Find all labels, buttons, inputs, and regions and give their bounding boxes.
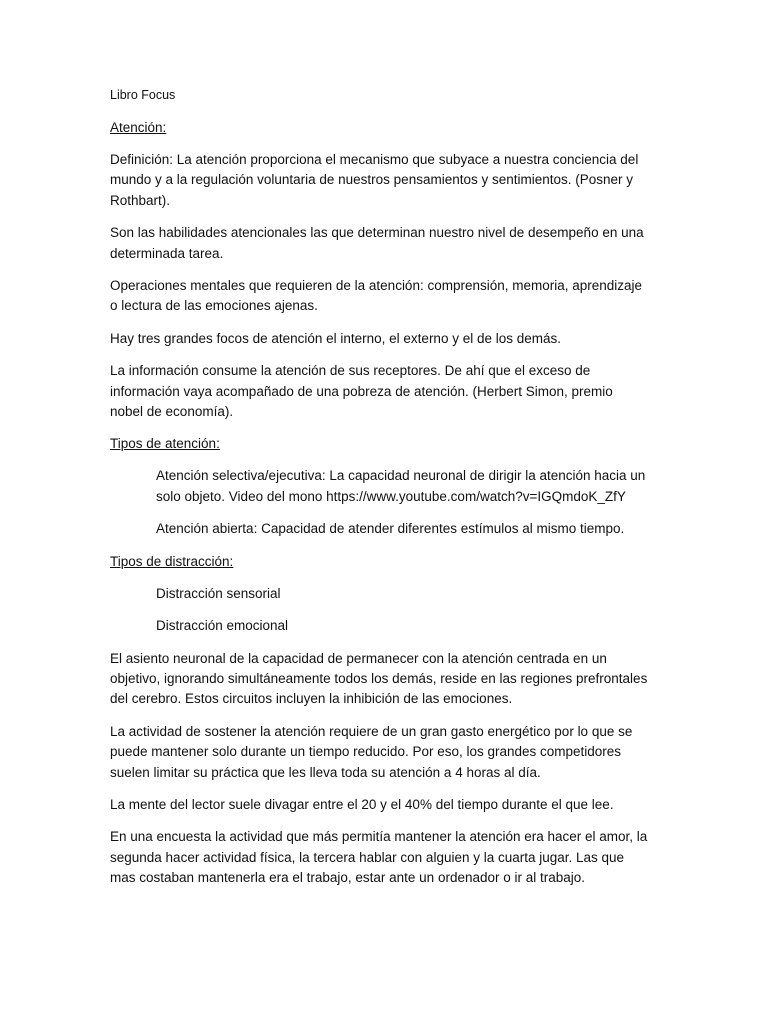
document-title: Libro Focus (110, 88, 176, 102)
section-heading-attention-types: Tipos de atención: (110, 436, 220, 452)
paragraph-skills: Son las habilidades atencionales las que determinan nuestro nivel de desempeño en una determinada tarea. (110, 225, 644, 261)
paragraph-focuses: Hay tres grandes focos de atención el interno, el externo y el de los demás. (110, 330, 562, 346)
paragraph-definition: Definición: La atención proporciona el mecanismo que subyace a nuestra conciencia del mundo y a la regulación voluntaria de nuestros pensamientos y sentimientos. (Posner y Rothbart). (110, 152, 639, 208)
paragraph-information: La información consume la atención de sus receptores. De ahí que el exceso de información vaya acompañado de una pobreza de atención. (Herbert Simon, premio nobel de economía). (110, 363, 613, 420)
list-item-selective-attention: Atención selectiva/ejecutiva: La capacidad neuronal de dirigir la atención hacia un solo objeto. Video del mono https://www.youtube.com/watch?v=IGQmdoK_ZfY (156, 468, 646, 504)
paragraph-neural-seat: El asiento neuronal de la capacidad de permanecer con la atención centrada en un objetivo, ignorando simultáneamente todos los demás, reside en las regiones prefrontales del cerebro. Estos circuitos incluyen la inhibición de las emociones. (110, 650, 648, 707)
paragraph-mind-wandering: La mente del lector suele divagar entre el 20 y el 40% del tiempo durante el que lee. (110, 796, 614, 812)
list-item-emotional-distraction: Distracción emocional (156, 618, 289, 634)
section-heading-attention: Atención: (110, 120, 167, 135)
section-heading-distraction-types: Tipos de distracción: (110, 553, 234, 569)
list-item-sensory-distraction: Distracción sensorial (156, 585, 281, 601)
list-item-open-attention: Atención abierta: Capacidad de atender diferentes estímulos al mismo tiempo. (156, 521, 625, 537)
paragraph-operations: Operaciones mentales que requieren de la atención: comprensión, memoria, aprendizaje o lectura de las emociones ajenas. (110, 278, 643, 314)
paragraph-survey: En una encuesta la actividad que más permitía mantener la atención era hacer el amor, la segunda hacer actividad física, la tercera hablar con alguien y la cuarta jugar. Las que mas costaban mantenerla era el trabajo, estar ante un ordenador o ir al trabajo. (110, 829, 648, 886)
paragraph-sustained-attention: La actividad de sostener la atención requiere de un gran gasto energético por lo que se puede mantener solo durante un tiempo reducido. Por eso, los grandes competidores suelen limitar su práctica que les lleva toda su atención a 4 horas al día. (110, 723, 633, 780)
